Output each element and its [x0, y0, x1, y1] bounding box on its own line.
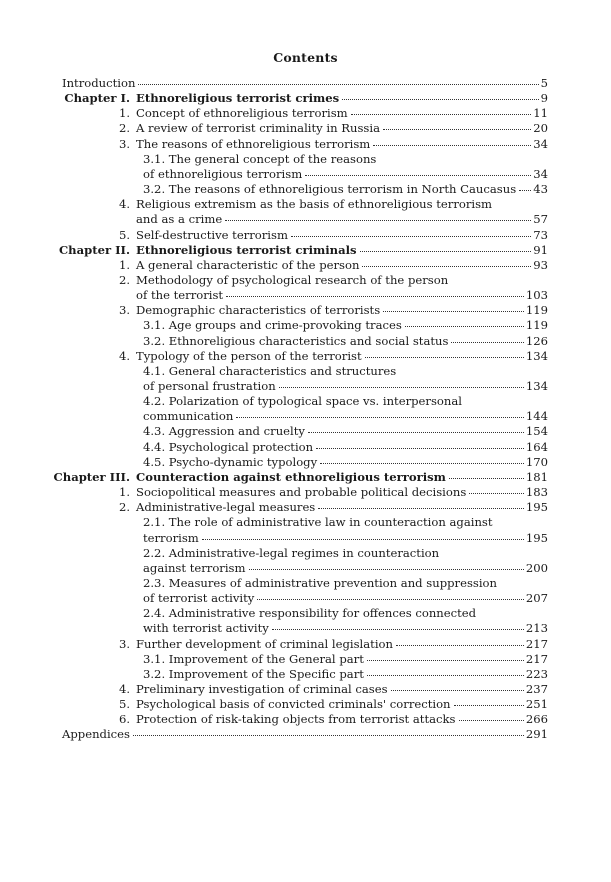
toc-entry	[143, 531, 548, 546]
toc-entry-number: 6.	[118, 712, 130, 727]
toc-entry	[143, 561, 548, 576]
toc-entry	[118, 106, 548, 121]
toc-page-number: 266	[525, 712, 548, 727]
toc-leader-dots	[405, 325, 524, 327]
toc-entry-title: A general characteristic of the person	[136, 257, 360, 272]
toc-page-number: 93	[533, 257, 548, 272]
toc-leader-dots	[249, 568, 524, 570]
toc-entry	[143, 546, 548, 561]
toc-entry-title: Self-destructive terrorism	[136, 227, 288, 242]
toc-page-number: 213	[525, 621, 548, 636]
toc-entry-title: Methodology of psychological research of the person	[136, 272, 449, 287]
toc-entry	[143, 455, 548, 470]
toc-entry-title: of the terrorist	[136, 288, 224, 303]
toc-entry	[143, 394, 548, 409]
toc-leader-dots	[226, 295, 524, 297]
toc-entry-title: with terrorist activity	[143, 621, 269, 636]
toc-entry	[143, 606, 548, 621]
toc-leader-dots	[367, 674, 524, 676]
toc-entry-title: of personal frustration	[143, 379, 276, 393]
toc-entry-number: Chapter III.	[53, 469, 130, 484]
toc-entry-title: communication	[143, 409, 234, 424]
toc-entry	[118, 121, 548, 136]
toc-page-number: 217	[525, 636, 548, 651]
toc-entry-title: of ethnoreligious terrorism	[143, 166, 303, 181]
toc-entry	[118, 636, 548, 652]
toc-entry-number: 1.	[118, 257, 130, 272]
toc-leader-dots	[351, 113, 532, 115]
toc-entry	[143, 152, 548, 167]
toc-entry-number: Chapter II.	[58, 242, 130, 257]
toc-entry-title: 3.2. Ethnoreligious characteristics and social status	[143, 333, 449, 348]
toc-leader-dots	[449, 477, 524, 479]
toc-page-number: 119	[525, 318, 548, 333]
toc-entry-title: and as a crime	[136, 212, 223, 227]
toc-entry-title: 2.1. The role of administrative law in counteraction against	[143, 515, 493, 530]
toc-entry	[143, 379, 548, 394]
toc-leader-dots	[272, 628, 524, 630]
toc-entry-title: Ethnoreligious terrorist crimes	[136, 91, 340, 106]
toc-chapter	[64, 91, 548, 106]
toc-entry	[118, 257, 548, 273]
toc-entry	[143, 424, 548, 439]
toc-entry-title: Demographic characteristics of terrorists	[136, 303, 381, 318]
toc-entry	[143, 167, 548, 182]
toc-leader-dots	[362, 265, 531, 267]
toc-entry-number: 3.	[118, 303, 130, 318]
toc-entry	[143, 591, 548, 606]
toc-leader-dots	[454, 704, 524, 706]
toc-entry-title: Administrative-legal measures	[136, 500, 316, 515]
toc-entry-number: 4.	[118, 348, 130, 363]
toc-page-number: 57	[533, 212, 548, 227]
toc-entry-title: Preliminary investigation of criminal cases	[136, 682, 388, 696]
toc-entry-title: 4.4. Psychological protection	[143, 439, 314, 454]
toc-page-number: 144	[525, 409, 548, 424]
toc-leader-dots	[133, 734, 524, 736]
toc-entry-number: 2.	[118, 121, 130, 136]
toc-page-number: 9	[540, 91, 548, 106]
toc-entry	[143, 652, 548, 667]
toc-leader-dots	[308, 431, 524, 433]
toc-leader-dots	[202, 538, 524, 540]
toc-page-number: 291	[525, 727, 548, 742]
toc-entry	[62, 76, 548, 91]
toc-entry-title: Counteraction against ethnoreligious terrorism	[136, 469, 446, 484]
toc-entry	[62, 727, 548, 742]
toc-page-number: 126	[525, 333, 548, 348]
toc-entry-title: 2.4. Administrative responsibility for offences connected	[143, 606, 477, 621]
toc-entry-number: 5.	[118, 697, 130, 712]
toc-leader-dots	[451, 341, 523, 343]
toc-entry-title: 4.3. Aggression and cruelty	[143, 424, 305, 439]
toc-entry-title: Protection of risk-taking objects from terrorist attacks	[136, 712, 456, 727]
toc-entry	[143, 576, 548, 591]
toc-entry	[118, 682, 548, 697]
toc-entry	[143, 182, 548, 197]
toc-leader-dots	[373, 144, 531, 146]
toc-entry	[118, 712, 548, 727]
toc-chapter	[58, 242, 548, 258]
toc-entry-title: 2.2. Administrative-legal regimes in counteraction	[143, 545, 440, 560]
toc-entry-number: Chapter I.	[64, 91, 130, 106]
toc-entry	[136, 212, 548, 227]
toc-leader-dots	[519, 189, 531, 191]
toc-entry-number: 2.	[118, 272, 130, 287]
toc-entry	[118, 500, 548, 515]
toc-entry-title: Further development of criminal legislation	[136, 636, 393, 651]
toc-leader-dots	[305, 174, 531, 176]
toc-entry	[118, 197, 548, 212]
toc-entry	[143, 364, 548, 379]
toc-page-number: 34	[533, 166, 548, 181]
toc-entry-title: 3.1. The general concept of the reasons	[143, 151, 377, 166]
toc-entry-number: 4.	[118, 197, 130, 212]
toc-entry	[118, 136, 548, 152]
toc-page-number: 103	[525, 288, 548, 303]
toc-entry-title: 3.2. Improvement of the Specific part	[143, 666, 364, 681]
toc-leader-dots	[365, 356, 524, 358]
toc-leader-dots	[383, 310, 524, 312]
toc-leader-dots	[236, 416, 524, 418]
toc-entry	[143, 667, 548, 682]
toc-page-number: 195	[525, 500, 548, 515]
toc-entry-title: Psychological basis of convicted criminals' correction	[136, 697, 451, 712]
toc-leader-dots	[291, 235, 531, 237]
toc-page-number: 34	[533, 136, 548, 151]
toc-entry-title: 3.1. Age groups and crime-provoking traces	[143, 318, 402, 333]
toc-leader-dots	[138, 83, 538, 85]
toc-page-number: 119	[525, 303, 548, 318]
toc-entry-title: Appendices	[62, 727, 130, 742]
toc-page-number: 195	[525, 530, 548, 545]
toc-entry	[118, 227, 548, 243]
toc-leader-dots	[367, 659, 524, 661]
toc-leader-dots	[396, 644, 524, 646]
toc-entry-title: 4.5. Psycho-dynamic typology	[143, 454, 318, 469]
toc-page-number: 73	[533, 227, 548, 242]
toc-chapter	[53, 469, 548, 485]
toc-entry	[118, 485, 548, 500]
toc-entry-title: 4.1. General characteristics and structures	[143, 363, 397, 378]
toc-leader-dots	[225, 219, 531, 221]
toc-entry-title: Ethnoreligious terrorist criminals	[136, 242, 357, 257]
toc-leader-dots	[320, 462, 524, 464]
toc-entry-title: Religious extremism as the basis of ethnoreligious terrorism	[136, 197, 493, 212]
toc-entry-number: 2.	[118, 500, 130, 515]
toc-entry	[143, 515, 548, 530]
toc-entry-number: 5.	[118, 227, 130, 242]
toc-entry-number: 3.	[118, 136, 130, 151]
toc-page-number: 200	[525, 560, 548, 575]
toc-page-number: 91	[533, 242, 548, 257]
toc-entry	[143, 334, 548, 349]
toc-page-number: 5	[540, 76, 548, 90]
toc-entry	[118, 697, 548, 712]
toc-entry-title: Sociopolitical measures and probable political decisions	[136, 485, 467, 500]
toc-entry-title: Introduction	[62, 76, 136, 90]
toc-page-number: 164	[525, 439, 548, 454]
toc-entry-number: 3.	[118, 636, 130, 651]
toc-entry-title: 2.3. Measures of administrative prevention and suppression	[143, 575, 498, 590]
toc-page-number: 134	[525, 379, 548, 393]
toc-entry-title: against terrorism	[143, 560, 246, 575]
toc-leader-dots	[469, 492, 524, 494]
toc-entry-title: Typology of the person of the terrorist	[136, 348, 362, 363]
toc-entry	[143, 621, 548, 636]
toc-entry	[136, 288, 548, 303]
toc-leader-dots	[360, 250, 532, 252]
toc-entry-title: 3.1. Improvement of the General part	[143, 651, 364, 666]
toc-entry	[118, 303, 548, 318]
toc-page-number: 20	[533, 121, 548, 136]
toc-leader-dots	[391, 689, 524, 691]
toc-page-number: 43	[533, 182, 548, 197]
toc-leader-dots	[318, 507, 524, 509]
toc-entry-title: A review of terrorist criminality in Russia	[136, 121, 380, 136]
toc-page-number: 134	[525, 348, 548, 363]
toc-page-number: 223	[525, 666, 548, 681]
toc-leader-dots	[316, 447, 524, 449]
toc-leader-dots	[279, 386, 524, 388]
toc-leader-dots	[342, 98, 538, 100]
toc-leader-dots	[257, 598, 524, 600]
toc-entry-title: terrorism	[143, 530, 199, 545]
toc-page-number: 154	[525, 424, 548, 439]
toc-entry-number: 4.	[118, 682, 130, 696]
toc-entry	[118, 272, 548, 288]
toc-page-number: 11	[533, 106, 548, 121]
toc-page-number: 207	[525, 591, 548, 606]
toc-page-number: 217	[525, 651, 548, 666]
toc-entry-number: 1.	[118, 485, 130, 500]
toc-page-number: 251	[525, 697, 548, 712]
toc-entry-title: Concept of ethnoreligious terrorism	[136, 106, 348, 121]
toc-page-number: 183	[525, 485, 548, 500]
toc-entry-title: 3.2. The reasons of ethnoreligious terrorism in North Caucasus	[143, 182, 517, 197]
toc-entry-title: The reasons of ethnoreligious terrorism	[136, 136, 371, 151]
page-title: Contents	[273, 50, 338, 65]
toc-entry	[143, 409, 548, 424]
toc-leader-dots	[383, 128, 531, 130]
toc-entry	[143, 318, 548, 333]
toc-page-number: 170	[525, 454, 548, 469]
toc-entry-number: 1.	[118, 106, 130, 121]
toc-entry	[118, 348, 548, 364]
toc-page-number: 181	[525, 469, 548, 484]
toc-entry-title: 4.2. Polarization of typological space vs. interpersonal	[143, 394, 462, 409]
toc-page-number: 237	[525, 682, 548, 696]
toc-entry	[143, 440, 548, 455]
toc-entry-title: of terrorist activity	[143, 591, 255, 606]
toc-leader-dots	[459, 719, 524, 721]
